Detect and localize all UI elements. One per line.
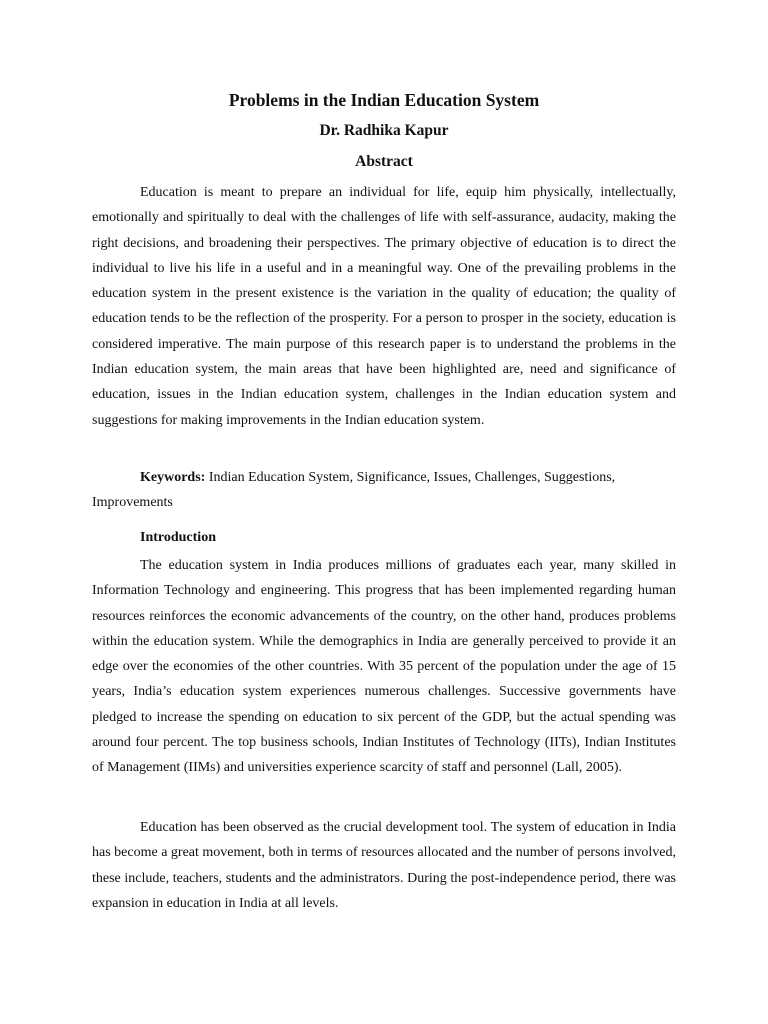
introduction-paragraph: The education system in India produces millions of graduates each year, many skilled in Information Technology and engineering. This progress that has been implemented regarding human resources reinforces the economic advancements of the country, on the other hand, produces problems within the education system. While the demographics in India are generally perceived to provide it an edge over the economies of the other countries. With 35 percent of the population under the age of 15 years, India’s education system experiences numerous challenges. Successive governments have pledged to increase the spending on education to six percent of the GDP, but the actual spending was around four percent. The top business schools, Indian Institutes of Technology (IITs), Indian Institutes of Management (IIMs) and universities experience scarcity of staff and personnel (Lall, 2005). <box>92 558 676 776</box>
keywords-label: Keywords: <box>140 470 206 485</box>
abstract-heading: Abstract <box>355 153 413 170</box>
introduction-paragraph: Education has been observed as the crucial development tool. The system of education in India has become a great movement, both in terms of resources allocated and the number of persons involved, these include, teachers, students and the administrators. During the post-independence period, there was expansion in education in India at all levels. <box>92 820 676 911</box>
document-title: Problems in the Indian Education System <box>228 90 540 110</box>
author-name: Dr. Radhika Kapur <box>319 122 449 139</box>
introduction-heading: Introduction <box>140 530 216 545</box>
abstract-paragraph: Education is meant to prepare an individual for life, equip him physically, intellectually, emotionally and spiritually to deal with the challenges of life with self-assurance, audacity, making the right decisions, and broadening their perspectives. The primary objective of education is to direct the individual to live his life in a useful and in a meaningful way. One of the prevailing problems in the education system in the present existence is the variation in the quality of education; the quality of education tends to be the reflection of the prosperity. For a person to prosper in the society, education is considered imperative. The main purpose of this research paper is to understand the problems in the Indian education system, the main areas that have been highlighted are, need and significance of education, issues in the Indian education system, challenges in the Indian education system and suggestions for making improvements in the Indian education system. <box>92 185 676 428</box>
keywords-text: Indian Education System, Significance, Issues, Challenges, Suggestions, Improvements <box>92 470 616 510</box>
keywords-line <box>92 465 676 515</box>
